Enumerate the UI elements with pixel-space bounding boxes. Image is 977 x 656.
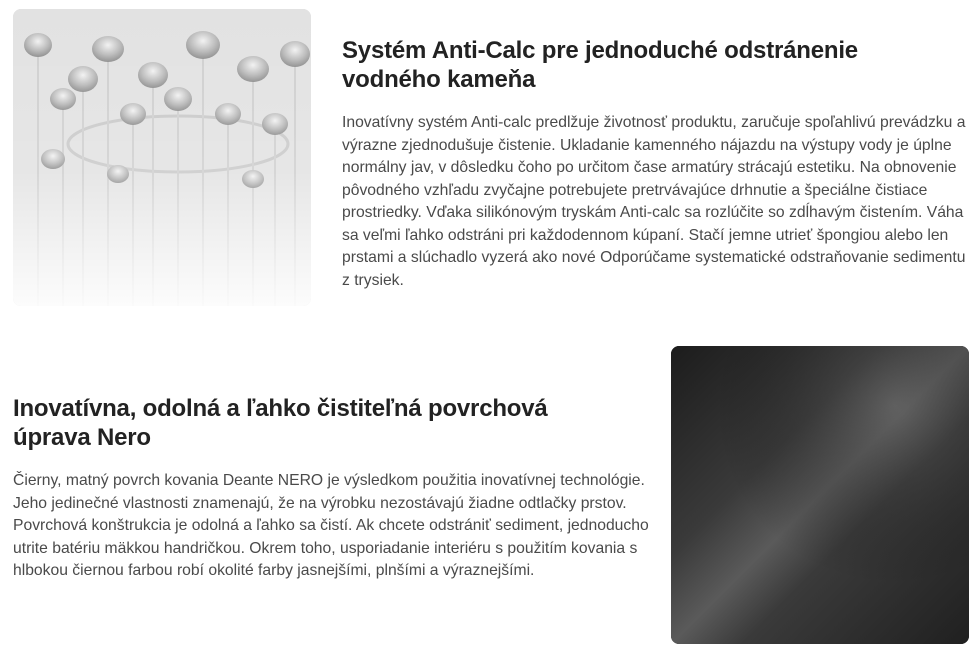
nero-surface-illustration: [671, 346, 969, 644]
anticalc-paragraph: Inovatívny systém Anti-calc predlžuje životnosť produktu, zaručuje spoľahlivú prevádzku a výrazne zjednodušuje čistenie. Ukladanie kamenného nájazdu na výstupy vody je úplne normálny jav, v dôsledku čoho po určitom čase armatúry strácajú estetiku. Na obnovenie pôvodného vzhľadu zvyčajne potrebujete pretrvávajúce drhnutie a špeciálne čistiace prostriedky. Vďaka silikónovým tryskám Anti-calc sa rozlúčite so zdĺhavým čistením. Váha sa veľmi ľahko odstráni pri každodennom kúpaní. Stačí jemne utrieť špongiou alebo len prstami a slúchadlo vyzerá ako nové Odporúčame systematické odstraňovanie sedimentu z trysiek.: [342, 114, 966, 289]
anticalc-nozzles-image: [13, 9, 311, 306]
nero-surface-image: [671, 346, 969, 644]
nero-paragraph: Čierny, matný povrch kovania Deante NERO je výsledkom použitia inovatívnej technológie. Jeho jedinečné vlastnosti znamenajú, že na výrobku nezostávajú žiadne odtlačky prstov. Povrchová konštrukcia je odolná a ľahko sa čistí. Ak chcete odstrániť sediment, jednoducho utrite batériu mäkkou handričkou. Okrem toho, usporiadanie interiéru s použitím kovania s hlbokou čiernou farbou robí okolité farby jasnejšími, plnšími a výraznejšími.: [13, 472, 649, 579]
anticalc-heading: Systém Anti-Calc pre jednoduché odstránenie vodného kameňa: [342, 37, 858, 93]
nero-heading: Inovatívna, odolná a ľahko čistiteľná povrchová úprava Nero: [13, 395, 548, 451]
anticalc-nozzles-illustration: [13, 9, 311, 306]
